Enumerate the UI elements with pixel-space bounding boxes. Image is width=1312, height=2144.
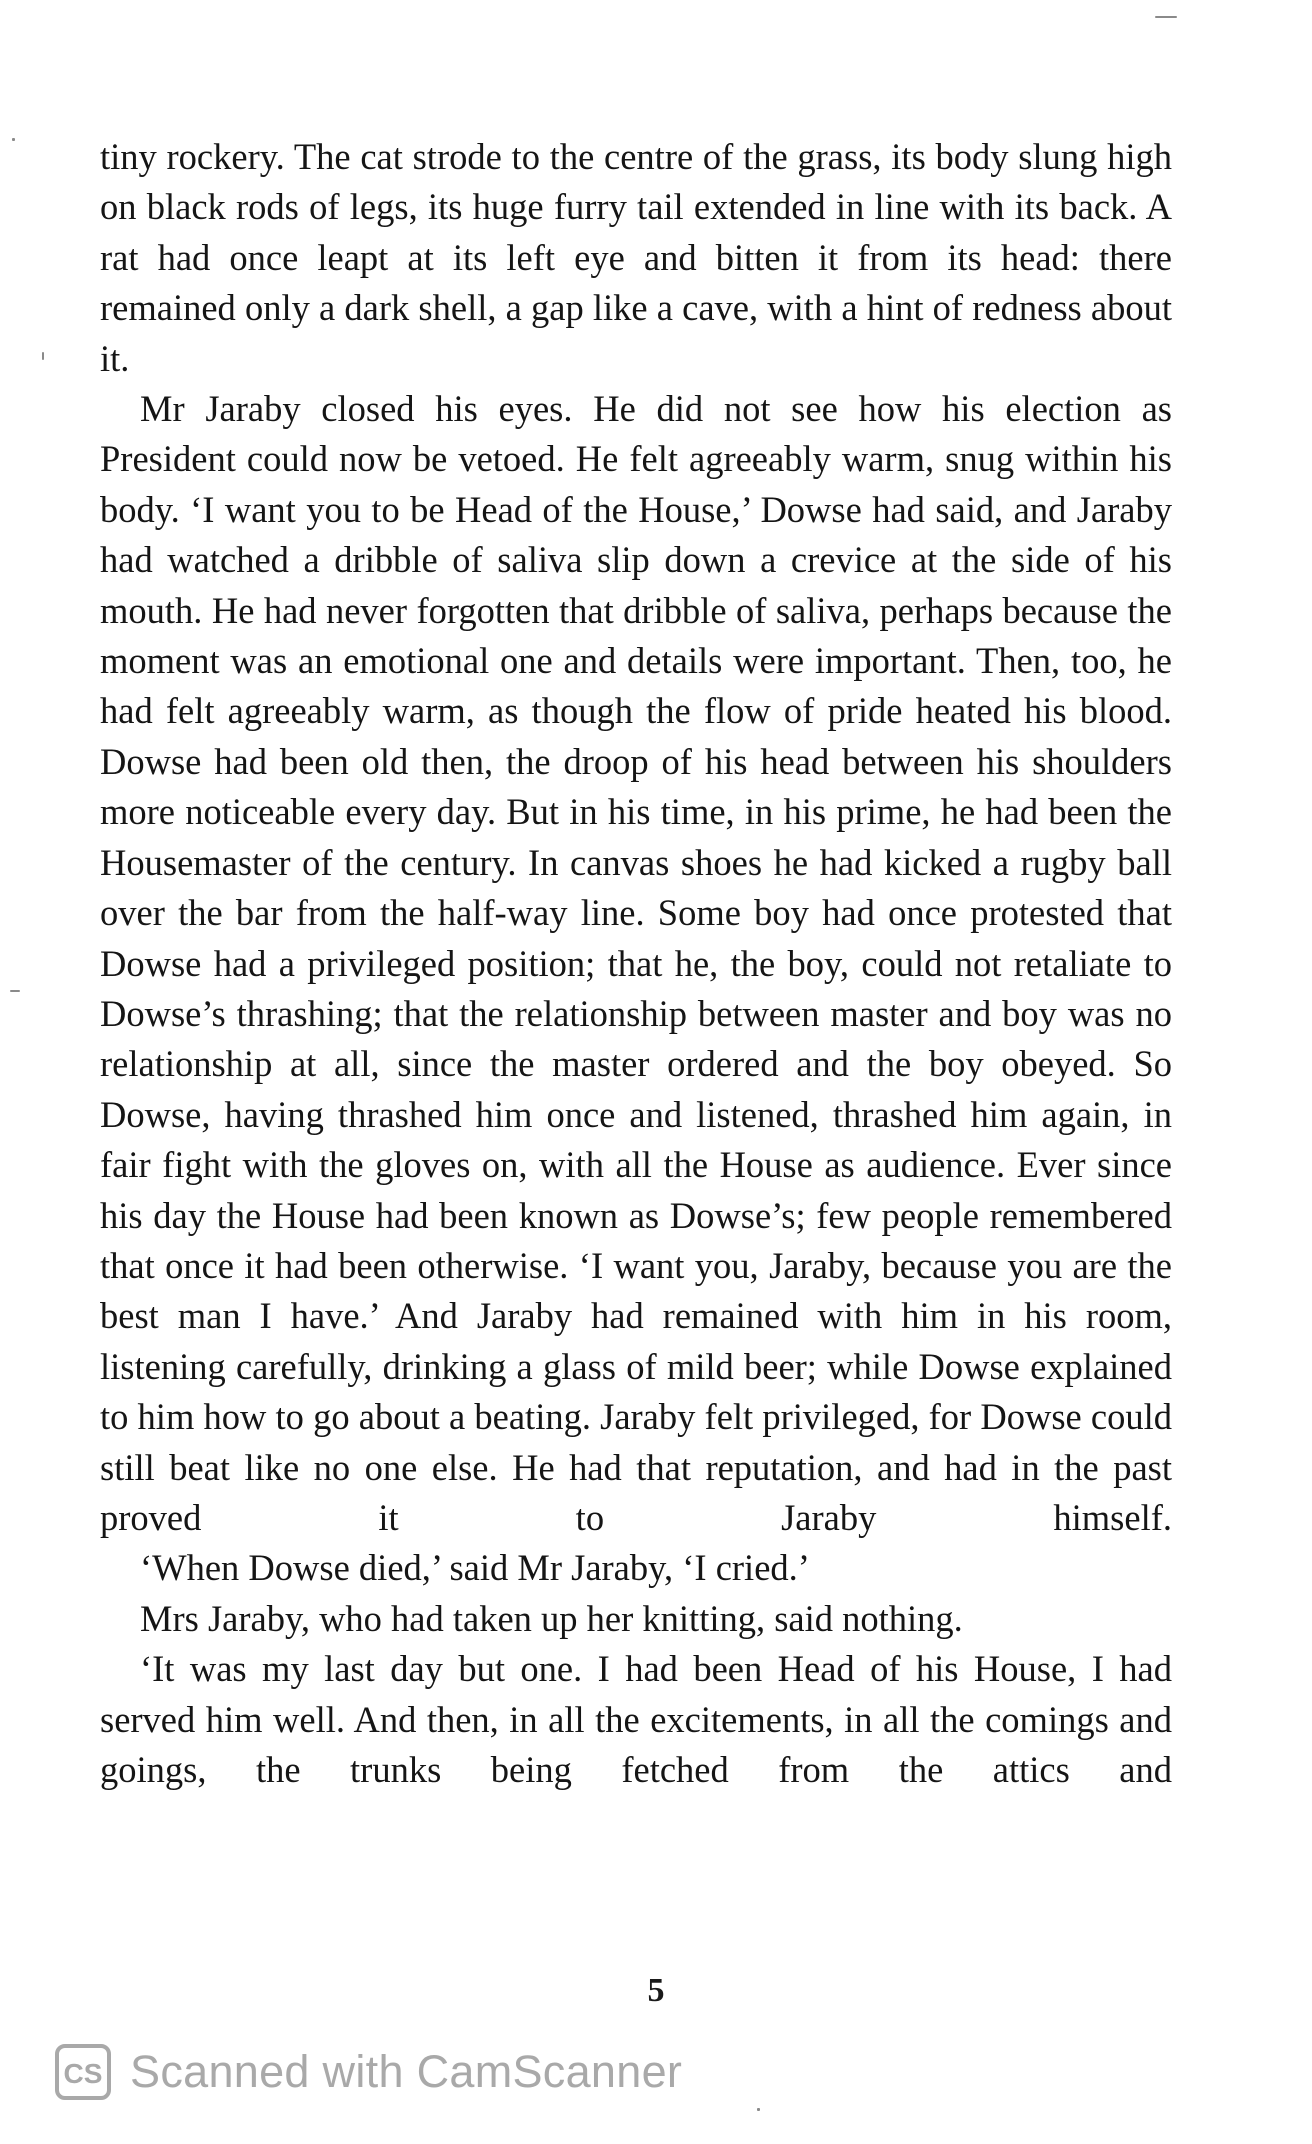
scan-speck [757, 2108, 760, 2111]
scan-speck [1155, 16, 1177, 18]
paragraph: Mrs Jaraby, who had taken up her knitting, said nothing. [140, 1597, 963, 1639]
paragraph: Mr Jaraby closed his eyes. He did not see how his election as President could now be vetoed. He felt agreeably warm, snug within his body. ‘I want you to be Head of the House,’ Dowse had said, and Jaraby had watched a dribble of saliva slip down a crevice at the side of his mouth. He had never forgotten that dribble of saliva, perhaps because the moment was an emotional one and details were important. Then, too, he had felt agreeably warm, as though the flow of pride heated his blood. Dowse had been old then, the droop of his head between his shoulders more noticeable every day. But in his time, in his prime, he had been the Housemaster of the century. In canvas shoes he had kicked a rugby ball over the bar from the half-way line. Some boy had once protested that Dowse had a privileged position; that he, the boy, could not retaliate to Dowse’s thrashing; that the relationship between master and boy was no relationship at all, since the master ordered and the boy obeyed. So Dowse, having thrashed him once and listened, thrashed him again, in fair fight with the gloves on, with all the House as audience. Ever since his day the House had been known as Dowse’s; few people remembered that once it had been otherwise. ‘I want you, Jaraby, because you are the best man I have.’ And Jaraby had remained with him in his room, listening carefully, drinking a glass of mild beer; while Dowse explained to him how to go about a beating. Jaraby felt privileged, for Dowse could still beat like no one else. He had that reputation, and had in the past proved it to Jaraby himself. [100, 388, 1172, 1538]
scan-speck [10, 990, 20, 992]
paragraph: tiny rockery. The cat strode to the centre of the grass, its body slung high on black rods of legs, its huge furry tail extended in line with its back. A rat had once leapt at its left eye and bitten it from its head: there remained only a dark shell, a gap like a cave, with a hint of redness about it. [100, 136, 1172, 379]
camscanner-logo-text: CS [63, 2058, 103, 2089]
paragraph: ‘When Dowse died,’ said Mr Jaraby, ‘I cried.’ [140, 1547, 810, 1589]
scan-speck [42, 352, 44, 360]
page-number: 5 [647, 1972, 665, 2009]
body-text [100, 132, 1172, 1795]
scan-speck [12, 138, 15, 141]
camscanner-logo-icon [54, 2043, 112, 2101]
watermark-text: Scanned with CamScanner [130, 2046, 683, 2097]
paragraph: ‘It was my last day but one. I had been Head of his House, I had served him well. And then, in all the excitements, in all the comings and goings, the trunks being fetched from the attics and [100, 1648, 1172, 1790]
camscanner-watermark [54, 2040, 682, 2104]
